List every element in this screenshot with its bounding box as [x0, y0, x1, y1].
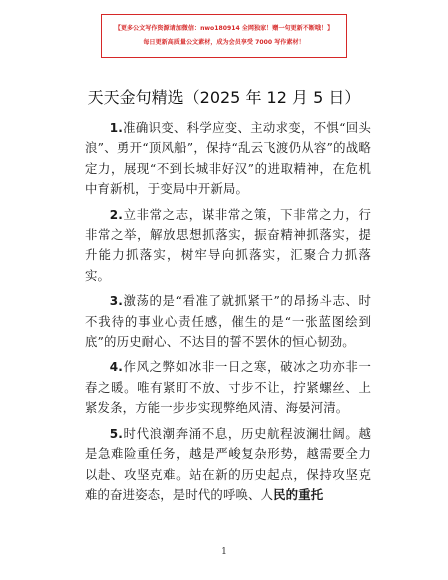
paragraph-text: 时代浪潮奔涌不息，历史航程波澜壮阔。越是急难险重任务，越是严峻复杂形势，越需要全力以赴、攻坚克难。站在新的历史起点，保持攻坚克难的奋进姿态，是时代的呼唤、人 — [85, 425, 371, 502]
paragraph-text: 激荡的是“看准了就抓紧干”的昂扬斗志、时不我待的事业心责任感，催生的是“一张蓝图绘到底”的历史耐心、不达目的誓不罢休的恒心韧劲。 — [85, 293, 371, 350]
paragraph-number: 4. — [109, 360, 124, 375]
promo-line-2: 每日更新高质量公文素材，成为会员享受 7000 写作素材！ — [143, 39, 305, 46]
paragraph-number: 1. — [109, 121, 124, 135]
promo-banner — [101, 14, 347, 58]
document-title: 天天金句精选（2025 年 12 月 5 日） — [87, 88, 361, 107]
paragraph-number: 3. — [109, 294, 124, 309]
paragraph-text: 立非常之志，谋非常之策，下非常之力，行非常之举，解放思想抓落实，振奋精神抓落实，提升能力抓落实，树牢导向抓落实，汇聚合力抓落实。 — [85, 206, 371, 283]
paragraph-5 — [85, 424, 371, 506]
paragraph-1 — [85, 118, 371, 200]
paragraph-text-bold-tail: 民的重托 — [273, 486, 324, 502]
paragraph-text: 作风之弊如冰非一日之寒，破冰之功亦非一春之暖。唯有紧盯不放、寸步不让，拧紧螺丝、上紧发条，方能一步步实现弊绝风清、海晏河清。 — [85, 359, 371, 416]
paragraph-4 — [85, 357, 371, 418]
promo-line-1: 【更多公文写作资源请加微信：nwo180914 全网独家！赠一句更新不断哦！】 — [114, 25, 334, 32]
document-body — [85, 118, 371, 510]
paragraph-3 — [85, 291, 371, 352]
paragraph-2 — [85, 205, 371, 287]
page-number: 1 — [221, 547, 227, 557]
paragraph-text: 准确识变、科学应变、主动求变，不惧“回头浪”、勇开“顶风船”，保持“乱云飞渡仍从容”的战略定力，展现“不到长城非好汉”的进取精神，在危机中育新机，于变局中开新局。 — [85, 120, 371, 197]
paragraph-number: 5. — [109, 426, 124, 441]
paragraph-number: 2. — [109, 207, 124, 222]
